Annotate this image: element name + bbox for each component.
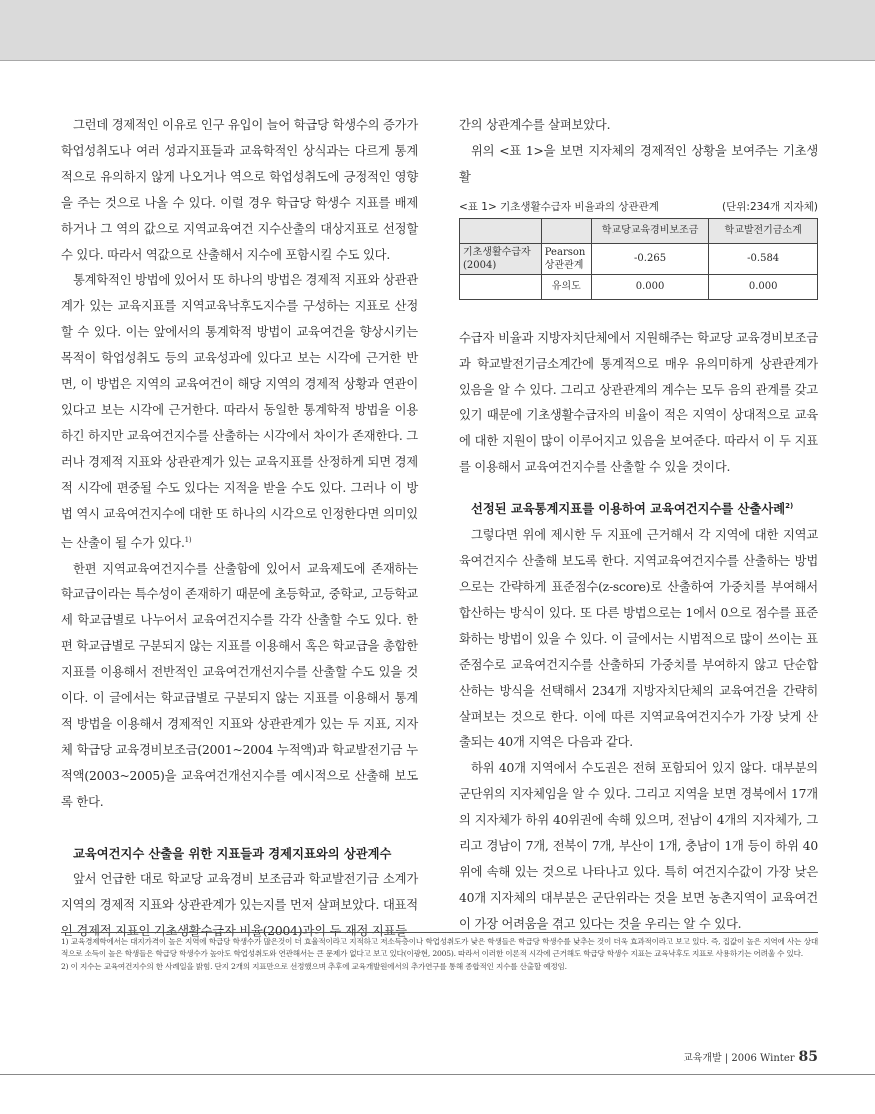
spacer: [459, 481, 818, 494]
paragraph: 위의 <표 1>을 보면 지자체의 경제적인 상황을 보여주는 기초생활: [459, 143, 818, 184]
footnote-ref: 1): [184, 535, 192, 544]
table-cell: -0.265: [591, 243, 709, 274]
table-stat-label: 유의도: [541, 274, 591, 299]
left-column: [61, 113, 418, 945]
spacer: [459, 300, 818, 326]
table-header-cell: 학교당교육경비보조금: [591, 218, 709, 243]
table-cell: 0.000: [591, 274, 709, 299]
paragraph: 간의 상관계수를 살펴보았다.: [459, 118, 611, 132]
table-cell: -0.584: [709, 243, 818, 274]
paragraph: 하위 40개 지역에서 수도권은 전혀 포함되어 있지 않다. 대부분의 군단위의 지자체임을 알 수 있다. 그리고 지역을 보면 경북에서 17개의 지자체가 하위 40위권에 속해 있으며, 전남이 4개의 지자체가, 그리고 경남이 7개, 전북이 7개, 부산이 1개, 충남이 1개 등이 하위 40위에 속해 있는 것으로 나타나고 있다. 특히 여건지수값이 가장 낮은 40개 지자체의 대부분은 군단위라는 것을 보면 농촌지역이 교육여건이 가장 어려움을 겪고 있다는 것을 우리는 알 수 있다.: [459, 761, 818, 931]
table-caption: [459, 199, 818, 215]
spacer: [61, 816, 418, 842]
right-column: [459, 113, 818, 938]
table-row: [460, 274, 818, 299]
footnote: 2) 이 지수는 교육여건지수의 한 사례일을 밝힘. 단지 2개의 지표만으로 선정했으며 추후에 교육개발원에서의 추가연구를 통해 종합적인 지수를 산출할 예정임.: [61, 961, 567, 971]
footnote-divider: [61, 932, 818, 933]
heading-text: 선정된 교육통계지표를 이용하여 교육여건지수를 산출사례: [471, 502, 786, 517]
page-footer: [683, 1049, 818, 1065]
paragraph: 앞서 언급한 대로 학교당 교육경비 보조금과 학교발전기금 소계가 지역의 경제적 지표와 상관관계가 있는지를 먼저 살펴보았다. 대표적인 경제적 지표인 기초생활수급자 비율(2004)과의 두 재정 지표들: [61, 872, 418, 939]
journal-name: 교육개발 | 2006 Winter: [683, 1053, 795, 1064]
row-label-text: (2004): [463, 259, 497, 271]
table-title: <표 1> 기초생활수급자 비율과의 상관관계: [459, 200, 659, 213]
table-row: [460, 243, 818, 274]
bottom-divider: [0, 1074, 875, 1075]
table-header-row: [460, 218, 818, 243]
footnote-ref: 2): [785, 502, 794, 511]
paragraph: 그런데 경제적인 이유로 인구 유입이 늘어 학급당 학생수의 증가가 학업성취도나 여러 성과지표들과 교육학적인 상식과는 다르게 통계적으로 유의하지 않게 나오거나 역으로 학업성취도에 긍정적인 영향을 주는 것으로 나올 수 있다. 이럴 경우 학급당 학생수 지표를 배제하거나 그 역의 값으로 지역교육여건 지수산출의 대상지표로 선정할 수 있다. 따라서 역값으로 산출해서 지수에 포함시킬 수도 있다.: [61, 118, 418, 262]
footnote: 1) 교육경제학에서는 대지가격이 높은 지역에 학급당 학생수가 많은것이 더 효율적이라고 지적하고 저소득층이나 학업성취도가 낮은 학생들은 학급당 학생수를 낮추는 것이 더욱 효과적이라고 보고 있다. 즉, 집값이 높은 지역에 사는 상대적으로 소득이 높은 학생들은 학급당 학생수가 높아도 학업성취도와 연관해서는 큰 문제가 없다고 보고 있다(이광현, 2005). 따라서 이러한 이론적 시각에 근거해도 학급당 학생수 지표는 교육낙후도 지표로 사용하기는 어려울 수 있다.: [61, 937, 818, 959]
section-heading: 교육여건지수 산출을 위한 지표들과 경제지표와의 상관계수: [73, 846, 392, 861]
paragraph: 수급자 비율과 지방자치단체에서 지원해주는 학교당 교육경비보조금과 학교발전기금소계간에 통계적으로 매우 유의미하게 상관관계가 있음을 알 수 있다. 그리고 상관관계의 계수는 모두 음의 관계를 갖고 있기 때문에 기초생활수급자의 비율이 적은 지역이 상대적으로 교육에 대한 지원이 많이 이루어지고 있음을 보여준다. 따라서 이 두 지표를 이용해서 교육여건지수를 산출할 수 있을 것이다.: [459, 330, 818, 475]
top-band: [0, 0, 875, 61]
paragraph: [61, 268, 418, 556]
stat-label-text: 상관관계: [544, 259, 584, 271]
table-cell: [460, 218, 542, 243]
stat-label-text: Pearson: [544, 246, 586, 258]
table-header-cell: 학교발전기금소계: [709, 218, 818, 243]
table-row-label: [460, 243, 542, 274]
footnotes: [61, 936, 818, 973]
paragraph-text: 통계학적인 방법에 있어서 또 하나의 방법은 경제적 지표와 상관관계가 있는 교육지표를 지역교육낙후도지수를 구성하는 지표로 산정할 수 있다. 이는 앞에서의 통계학적 방법이 교육여건을 향상시키는 목적이 학업성취도 등의 교육성과에 있다고 보는 시각에 근거한 반면, 이 방법은 지역의 교육여건이 해당 지역의 경제적 상황과 연관이 있다고 보는 시각에 근거한다. 따라서 동일한 통계학적 방법을 이용하긴 하지만 교육여건지수를 산출하는 시각에서 차이가 존재한다. 그러나 경제적 지표와 상관관계가 있는 교육지표를 산정하게 되면 경제적 시각에 편중될 수도 있다는 지적을 받을 수도 있다. 그러나 이 방법 역시 교육여건지수에 대한 또 하나의 시각으로 인정한다면 의미있는 산출이 될 수가 있다.: [61, 273, 418, 550]
table-unit: (단위:234개 지자체): [722, 200, 818, 213]
table-cell: [460, 274, 542, 299]
table-stat-label: [541, 243, 591, 274]
table-cell: 0.000: [709, 274, 818, 299]
paragraph: 그렇다면 위에 제시한 두 지표에 근거해서 각 지역에 대한 지역교육여건지수 산출해 보도록 한다. 지역교육여건지수를 산출하는 방법으로는 간략하게 표준점수(z-score)로 산출하여 가중치를 부여해서 합산하는 방식이 있다. 또 다른 방법으로는 1에서 0으로 점수를 표준화하는 방법이 있을 수 있다. 이 글에서는 시범적으로 많이 쓰이는 표준점수로 교육여건지수를 산출하되 가중치를 부여하지 않고 단순합산하는 방식을 선택해서 234개 지방자치단체의 교육여건을 간략히 살펴보는 것으로 한다. 이에 따른 지역교육여건지수가 가장 낮게 산출되는 40개 지역은 다음과 같다.: [459, 528, 818, 750]
page-number: 85: [798, 1049, 818, 1065]
row-label-text: 기초생활수급자: [463, 246, 531, 258]
table-cell: [541, 218, 591, 243]
section-heading: [459, 494, 818, 523]
paragraph: 한편 지역교육여건지수를 산출함에 있어서 교육제도에 존재하는 학교급이라는 특수성이 존재하기 때문에 초등학교, 중학교, 고등학교 세 학교급별로 나누어서 교육여건지수를 각각 산출할 수도 있다. 한편 학교급별로 구분되지 않는 지표를 이용해서 혹은 학교급을 총합한 지표를 이용해서 전반적인 교육여건개선지수를 산출할 수도 있을 것이다. 이 글에서는 학교급별로 구분되지 않는 지표를 이용해서 통계적 방법을 이용해서 경제적인 지표와 상관관계가 있는 두 지표, 지자체 학급당 교육경비보조금(2001~2004 누적액)과 학교발전기금 누적액(2003~2005)을 교육여건개선지수를 예시적으로 산출해 보도록 한다.: [61, 561, 418, 809]
correlation-table: [459, 218, 818, 300]
